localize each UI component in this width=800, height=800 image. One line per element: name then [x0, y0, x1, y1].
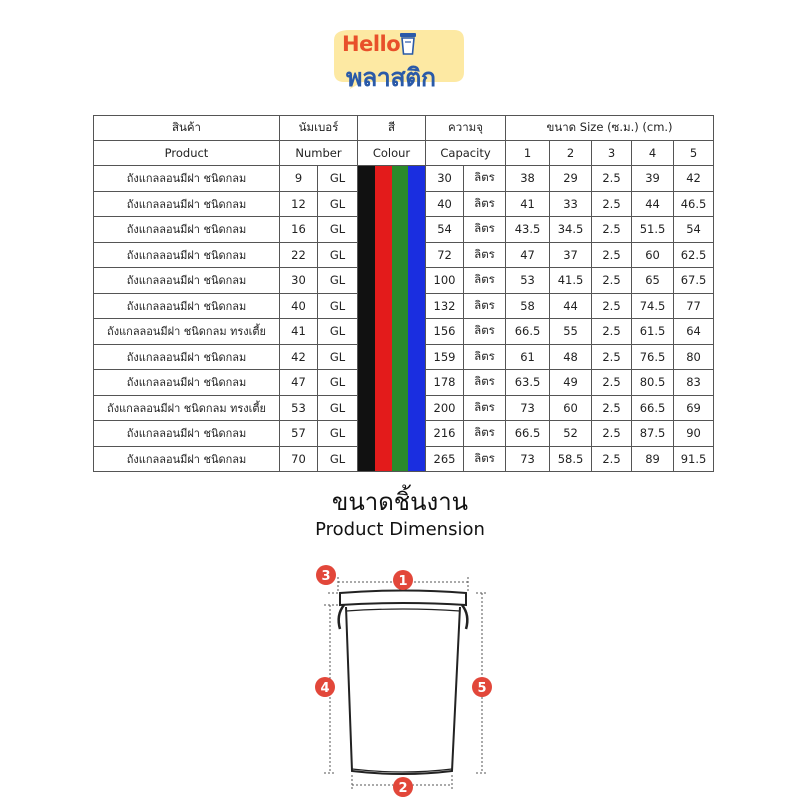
- size-1-cell: 73: [506, 446, 550, 472]
- svg-text:4: 4: [320, 681, 330, 696]
- number-cell: 40: [280, 293, 318, 319]
- size-1-cell: 41: [506, 191, 550, 217]
- size-5-cell: 90: [674, 421, 714, 447]
- product-name-cell: ถังแกลลอนมีฝา ชนิดกลม ทรงเตี้ย: [94, 395, 280, 421]
- size-2-cell: 29: [550, 166, 592, 192]
- size-1-cell: 73: [506, 395, 550, 421]
- size-3-cell: 2.5: [592, 293, 632, 319]
- size-1-cell: 66.5: [506, 319, 550, 345]
- size-2-cell: 58.5: [550, 446, 592, 472]
- number-unit-cell: GL: [318, 319, 358, 345]
- capacity-unit-cell: ลิตร: [464, 344, 506, 370]
- table-row: [94, 166, 714, 192]
- size-1-cell: 66.5: [506, 421, 550, 447]
- size-4-cell: 89: [632, 446, 674, 472]
- dimension-title-english: Product Dimension: [315, 519, 485, 540]
- header-size-5: 5: [674, 141, 714, 166]
- logo-thai-text: พลาสติก: [346, 63, 436, 92]
- size-5-cell: 42: [674, 166, 714, 192]
- size-2-cell: 55: [550, 319, 592, 345]
- size-3-cell: 2.5: [592, 370, 632, 396]
- number-unit-cell: GL: [318, 293, 358, 319]
- number-cell: 9: [280, 166, 318, 192]
- size-1-cell: 58: [506, 293, 550, 319]
- size-5-cell: 80: [674, 344, 714, 370]
- size-4-cell: 60: [632, 242, 674, 268]
- spec-table: [93, 115, 714, 472]
- capacity-cell: 156: [426, 319, 464, 345]
- capacity-cell: 30: [426, 166, 464, 192]
- product-name-cell: ถังแกลลอนมีฝา ชนิดกลม: [94, 421, 280, 447]
- capacity-cell: 178: [426, 370, 464, 396]
- header-size-th: ขนาด Size (ซ.ม.) (cm.): [506, 116, 714, 141]
- size-4-cell: 51.5: [632, 217, 674, 243]
- header-size-4: 4: [632, 141, 674, 166]
- size-4-cell: 80.5: [632, 370, 674, 396]
- svg-text:2: 2: [398, 781, 408, 796]
- header-colour-th: สี: [358, 116, 426, 141]
- size-2-cell: 33: [550, 191, 592, 217]
- colour-swatch: [392, 166, 409, 471]
- product-name-cell: ถังแกลลอนมีฝา ชนิดกลม: [94, 370, 280, 396]
- size-3-cell: 2.5: [592, 421, 632, 447]
- colour-swatch-cell: [358, 166, 426, 472]
- size-2-cell: 48: [550, 344, 592, 370]
- colour-stripes: [358, 166, 425, 471]
- capacity-cell: 100: [426, 268, 464, 294]
- size-3-cell: 2.5: [592, 191, 632, 217]
- capacity-cell: 159: [426, 344, 464, 370]
- capacity-unit-cell: ลิตร: [464, 421, 506, 447]
- size-1-cell: 53: [506, 268, 550, 294]
- number-cell: 22: [280, 242, 318, 268]
- size-5-cell: 54: [674, 217, 714, 243]
- capacity-unit-cell: ลิตร: [464, 166, 506, 192]
- number-cell: 41: [280, 319, 318, 345]
- capacity-unit-cell: ลิตร: [464, 293, 506, 319]
- badge-3: [316, 565, 336, 585]
- number-cell: 12: [280, 191, 318, 217]
- capacity-unit-cell: ลิตร: [464, 268, 506, 294]
- badge-1: [393, 570, 413, 590]
- product-name-cell: ถังแกลลอนมีฝา ชนิดกลม ทรงเตี้ย: [94, 319, 280, 345]
- header-capacity-th: ความจุ: [426, 116, 506, 141]
- size-2-cell: 49: [550, 370, 592, 396]
- size-4-cell: 76.5: [632, 344, 674, 370]
- brand-logo: [332, 28, 466, 90]
- product-name-cell: ถังแกลลอนมีฝา ชนิดกลม: [94, 217, 280, 243]
- header-size-1: 1: [506, 141, 550, 166]
- header-size-3: 3: [592, 141, 632, 166]
- size-3-cell: 2.5: [592, 446, 632, 472]
- number-cell: 57: [280, 421, 318, 447]
- size-4-cell: 87.5: [632, 421, 674, 447]
- product-name-cell: ถังแกลลอนมีฝา ชนิดกลม: [94, 344, 280, 370]
- table-header-en: [94, 141, 714, 166]
- number-cell: 30: [280, 268, 318, 294]
- capacity-cell: 200: [426, 395, 464, 421]
- size-2-cell: 37: [550, 242, 592, 268]
- capacity-unit-cell: ลิตร: [464, 191, 506, 217]
- number-cell: 16: [280, 217, 318, 243]
- svg-text:1: 1: [398, 574, 408, 589]
- product-name-cell: ถังแกลลอนมีฝา ชนิดกลม: [94, 191, 280, 217]
- product-name-cell: ถังแกลลอนมีฝา ชนิดกลม: [94, 242, 280, 268]
- number-unit-cell: GL: [318, 344, 358, 370]
- size-2-cell: 41.5: [550, 268, 592, 294]
- size-1-cell: 61: [506, 344, 550, 370]
- svg-text:3: 3: [321, 569, 331, 584]
- size-4-cell: 61.5: [632, 319, 674, 345]
- logo-hello-text: Hello: [342, 32, 401, 56]
- header-number-th: นัมเบอร์: [280, 116, 358, 141]
- number-unit-cell: GL: [318, 421, 358, 447]
- bucket-drawing: [339, 591, 468, 775]
- size-2-cell: 44: [550, 293, 592, 319]
- dimension-title-thai: ขนาดชิ้นงาน: [331, 488, 469, 516]
- header-number-en: Number: [280, 141, 358, 166]
- number-unit-cell: GL: [318, 166, 358, 192]
- number-unit-cell: GL: [318, 446, 358, 472]
- capacity-cell: 40: [426, 191, 464, 217]
- number-unit-cell: GL: [318, 217, 358, 243]
- size-1-cell: 43.5: [506, 217, 550, 243]
- colour-swatch: [375, 166, 392, 471]
- size-5-cell: 91.5: [674, 446, 714, 472]
- size-2-cell: 60: [550, 395, 592, 421]
- size-4-cell: 39: [632, 166, 674, 192]
- number-unit-cell: GL: [318, 268, 358, 294]
- table-header-thai: [94, 116, 714, 141]
- colour-swatch: [358, 166, 375, 471]
- size-5-cell: 67.5: [674, 268, 714, 294]
- number-unit-cell: GL: [318, 191, 358, 217]
- badge-2: [393, 777, 413, 797]
- number-unit-cell: GL: [318, 370, 358, 396]
- product-name-cell: ถังแกลลอนมีฝา ชนิดกลม: [94, 166, 280, 192]
- svg-text:5: 5: [477, 681, 487, 696]
- badge-5: [472, 677, 492, 697]
- product-name-cell: ถังแกลลอนมีฝา ชนิดกลม: [94, 293, 280, 319]
- dimension-diagram: [300, 555, 510, 800]
- capacity-cell: 265: [426, 446, 464, 472]
- size-4-cell: 66.5: [632, 395, 674, 421]
- number-unit-cell: GL: [318, 242, 358, 268]
- size-5-cell: 46.5: [674, 191, 714, 217]
- size-1-cell: 38: [506, 166, 550, 192]
- capacity-unit-cell: ลิตร: [464, 242, 506, 268]
- size-5-cell: 69: [674, 395, 714, 421]
- capacity-unit-cell: ลิตร: [464, 370, 506, 396]
- capacity-cell: 72: [426, 242, 464, 268]
- size-5-cell: 64: [674, 319, 714, 345]
- size-4-cell: 74.5: [632, 293, 674, 319]
- number-cell: 42: [280, 344, 318, 370]
- badge-4: [315, 677, 335, 697]
- number-unit-cell: GL: [318, 395, 358, 421]
- size-2-cell: 34.5: [550, 217, 592, 243]
- size-3-cell: 2.5: [592, 344, 632, 370]
- capacity-cell: 216: [426, 421, 464, 447]
- size-1-cell: 47: [506, 242, 550, 268]
- product-name-cell: ถังแกลลอนมีฝา ชนิดกลม: [94, 446, 280, 472]
- size-3-cell: 2.5: [592, 242, 632, 268]
- header-capacity-en: Capacity: [426, 141, 506, 166]
- size-3-cell: 2.5: [592, 319, 632, 345]
- size-3-cell: 2.5: [592, 166, 632, 192]
- header-colour-en: Colour: [358, 141, 426, 166]
- capacity-unit-cell: ลิตร: [464, 446, 506, 472]
- size-1-cell: 63.5: [506, 370, 550, 396]
- product-name-cell: ถังแกลลอนมีฝา ชนิดกลม: [94, 268, 280, 294]
- size-4-cell: 65: [632, 268, 674, 294]
- size-2-cell: 52: [550, 421, 592, 447]
- number-cell: 70: [280, 446, 318, 472]
- size-3-cell: 2.5: [592, 268, 632, 294]
- size-4-cell: 44: [632, 191, 674, 217]
- header-product-en: Product: [94, 141, 280, 166]
- size-5-cell: 83: [674, 370, 714, 396]
- capacity-unit-cell: ลิตร: [464, 319, 506, 345]
- capacity-cell: 54: [426, 217, 464, 243]
- capacity-unit-cell: ลิตร: [464, 217, 506, 243]
- size-5-cell: 62.5: [674, 242, 714, 268]
- size-3-cell: 2.5: [592, 217, 632, 243]
- colour-swatch: [408, 166, 425, 471]
- bucket-icon: [398, 30, 418, 56]
- size-5-cell: 77: [674, 293, 714, 319]
- header-product-th: สินค้า: [94, 116, 280, 141]
- capacity-cell: 132: [426, 293, 464, 319]
- header-size-2: 2: [550, 141, 592, 166]
- size-3-cell: 2.5: [592, 395, 632, 421]
- number-cell: 47: [280, 370, 318, 396]
- number-cell: 53: [280, 395, 318, 421]
- capacity-unit-cell: ลิตร: [464, 395, 506, 421]
